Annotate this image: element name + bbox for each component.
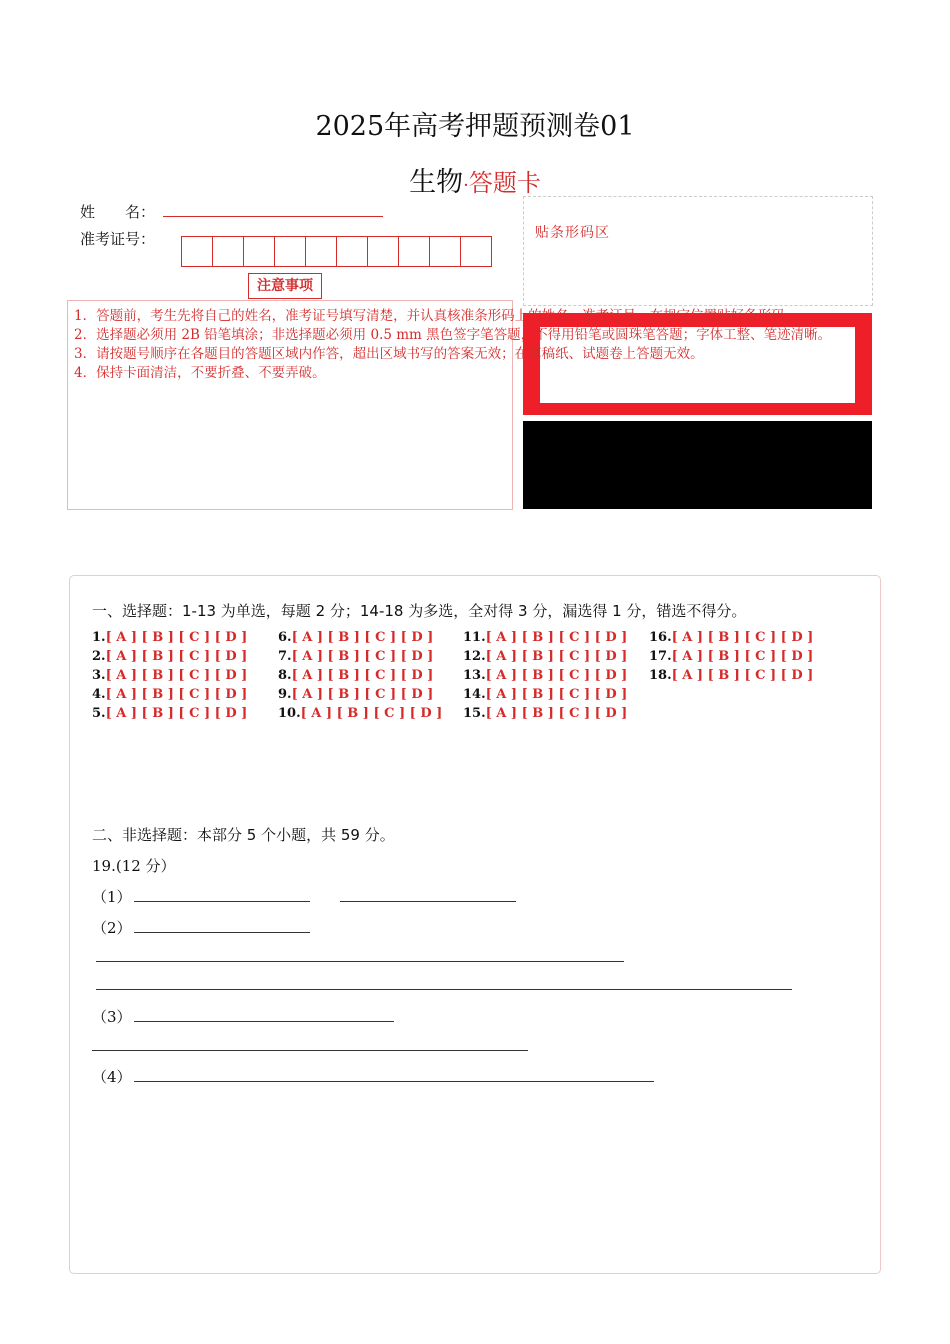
answer-options[interactable]: [ A ] [ B ] [ C ] [ D ]	[485, 649, 628, 664]
notice-rule-3: 3．请按题号顺序在各题目的答题区域内作答，超出区域书写的答案无效；在草稿纸、试题卷上答题无效。	[74, 346, 704, 362]
exam-id-digit-box[interactable]	[305, 236, 337, 267]
barcode-label: 贴条形码区	[535, 225, 610, 241]
exam-id-digit-box[interactable]	[274, 236, 306, 267]
question-number: 4.	[92, 687, 106, 702]
question-number: 5.	[92, 706, 106, 721]
question-number: 9.	[278, 687, 292, 702]
question-number: 11.	[463, 630, 486, 645]
exam-id-digit-box[interactable]	[336, 236, 368, 267]
question-number: 18.	[649, 668, 672, 683]
mcq-row[interactable]	[278, 706, 442, 721]
answer-options[interactable]: [ A ] [ B ] [ C ] [ D ]	[105, 687, 248, 702]
answer-options[interactable]: [ A ] [ B ] [ C ] [ D ]	[671, 668, 814, 683]
barcode-area	[523, 196, 873, 306]
q19-part-3-answer-line[interactable]	[92, 1050, 528, 1051]
question-number: 12.	[463, 649, 486, 664]
mcq-row[interactable]	[278, 687, 433, 702]
mcq-row[interactable]	[463, 687, 627, 702]
q19-part-1-blank-a[interactable]	[134, 901, 310, 902]
answer-options[interactable]: [ A ] [ B ] [ C ] [ D ]	[300, 706, 443, 721]
question-number: 14.	[463, 687, 486, 702]
subject-heading	[0, 160, 950, 199]
exam-id-digit-box[interactable]	[460, 236, 492, 267]
answer-options[interactable]: [ A ] [ B ] [ C ] [ D ]	[485, 687, 628, 702]
question-number: 6.	[278, 630, 292, 645]
answer-options[interactable]: [ A ] [ B ] [ C ] [ D ]	[485, 668, 628, 683]
question-number: 13.	[463, 668, 486, 683]
answer-options[interactable]: [ A ] [ B ] [ C ] [ D ]	[291, 668, 434, 683]
question-number: 10.	[278, 706, 301, 721]
q19-part-3-label: （3）	[92, 1008, 132, 1026]
mcq-row[interactable]	[278, 649, 433, 664]
q19-part-2-label: （2）	[92, 919, 132, 937]
mcq-row[interactable]	[463, 649, 627, 664]
name-label: 姓 名：	[80, 203, 156, 221]
mcq-row[interactable]	[463, 668, 627, 683]
title-separator: ·	[463, 175, 469, 196]
mcq-row[interactable]	[92, 668, 247, 683]
mcq-row[interactable]	[649, 649, 813, 664]
mcq-row[interactable]	[278, 630, 433, 645]
answer-options[interactable]: [ A ] [ B ] [ C ] [ D ]	[485, 706, 628, 721]
notice-rule-4: 4．保持卡面清洁，不要折叠、不要弄破。	[74, 365, 326, 381]
answer-card-label: 答题卡	[468, 169, 541, 197]
question-number: 17.	[649, 649, 672, 664]
mcq-row[interactable]	[92, 649, 247, 664]
q19-part-1-label: （1）	[92, 888, 132, 906]
answer-options[interactable]: [ A ] [ B ] [ C ] [ D ]	[105, 668, 248, 683]
answer-options[interactable]: [ A ] [ B ] [ C ] [ D ]	[105, 706, 248, 721]
question-number: 15.	[463, 706, 486, 721]
mcq-row[interactable]	[92, 706, 247, 721]
exam-id-digit-box[interactable]	[398, 236, 430, 267]
q19-part-4-blank[interactable]	[134, 1081, 654, 1082]
name-field[interactable]	[163, 216, 383, 217]
black-block	[523, 421, 872, 509]
section1-heading: 一、选择题：1-13 为单选，每题 2 分；14-18 为多选，全对得 3 分，漏选得 1 分，错选不得分。	[92, 602, 747, 620]
q19-part-4-label: （4）	[92, 1068, 132, 1086]
question-number: 16.	[649, 630, 672, 645]
exam-id-boxes[interactable]	[181, 236, 491, 267]
mcq-row[interactable]	[92, 687, 247, 702]
exam-id-digit-box[interactable]	[243, 236, 275, 267]
notice-title: 注意事项	[248, 273, 322, 299]
question-number: 2.	[92, 649, 106, 664]
exam-id-label: 准考证号：	[80, 230, 156, 248]
answer-options[interactable]: [ A ] [ B ] [ C ] [ D ]	[485, 630, 628, 645]
notice-rule-1: 1．答题前，考生先将自己的姓名，准考证号填写清楚，并认真核准条形码上的姓名、准考证号，在规定位置贴好条形码。	[74, 308, 799, 324]
mcq-row[interactable]	[278, 668, 433, 683]
section2-heading: 二、非选择题：本部分 5 个小题，共 59 分。	[92, 826, 395, 844]
mcq-row[interactable]	[92, 630, 247, 645]
q19-part-2-blank[interactable]	[134, 932, 310, 933]
exam-id-digit-box[interactable]	[181, 236, 213, 267]
subject-name: 生物	[409, 167, 464, 198]
answer-options[interactable]: [ A ] [ B ] [ C ] [ D ]	[105, 649, 248, 664]
mcq-row[interactable]	[463, 706, 627, 721]
answer-options[interactable]: [ A ] [ B ] [ C ] [ D ]	[291, 687, 434, 702]
answer-options[interactable]: [ A ] [ B ] [ C ] [ D ]	[291, 649, 434, 664]
answer-options[interactable]: [ A ] [ B ] [ C ] [ D ]	[105, 630, 248, 645]
answer-options[interactable]: [ A ] [ B ] [ C ] [ D ]	[291, 630, 434, 645]
exam-id-digit-box[interactable]	[212, 236, 244, 267]
q19-part-3-blank[interactable]	[134, 1021, 394, 1022]
mcq-row[interactable]	[649, 668, 813, 683]
exam-id-digit-box[interactable]	[429, 236, 461, 267]
mcq-row[interactable]	[649, 630, 813, 645]
question-19-title: 19.(12 分）	[92, 857, 176, 875]
q19-part-2-answer-line-2[interactable]	[96, 989, 792, 990]
question-number: 7.	[278, 649, 292, 664]
question-number: 8.	[278, 668, 292, 683]
answer-options[interactable]: [ A ] [ B ] [ C ] [ D ]	[671, 630, 814, 645]
question-number: 1.	[92, 630, 106, 645]
answer-options[interactable]: [ A ] [ B ] [ C ] [ D ]	[671, 649, 814, 664]
notice-rule-2: 2．选择题必须用 2B 铅笔填涂；非选择题必须用 0.5 mm 黑色签字笔答题，不得用铅笔或圆珠笔答题；字体工整、笔迹清晰。	[74, 327, 832, 343]
question-number: 3.	[92, 668, 106, 683]
q19-part-1-blank-b[interactable]	[340, 901, 516, 902]
exam-id-digit-box[interactable]	[367, 236, 399, 267]
q19-part-2-answer-line-1[interactable]	[96, 961, 624, 962]
exam-title: 2025年高考押题预测卷01	[315, 111, 635, 142]
mcq-row[interactable]	[463, 630, 627, 645]
